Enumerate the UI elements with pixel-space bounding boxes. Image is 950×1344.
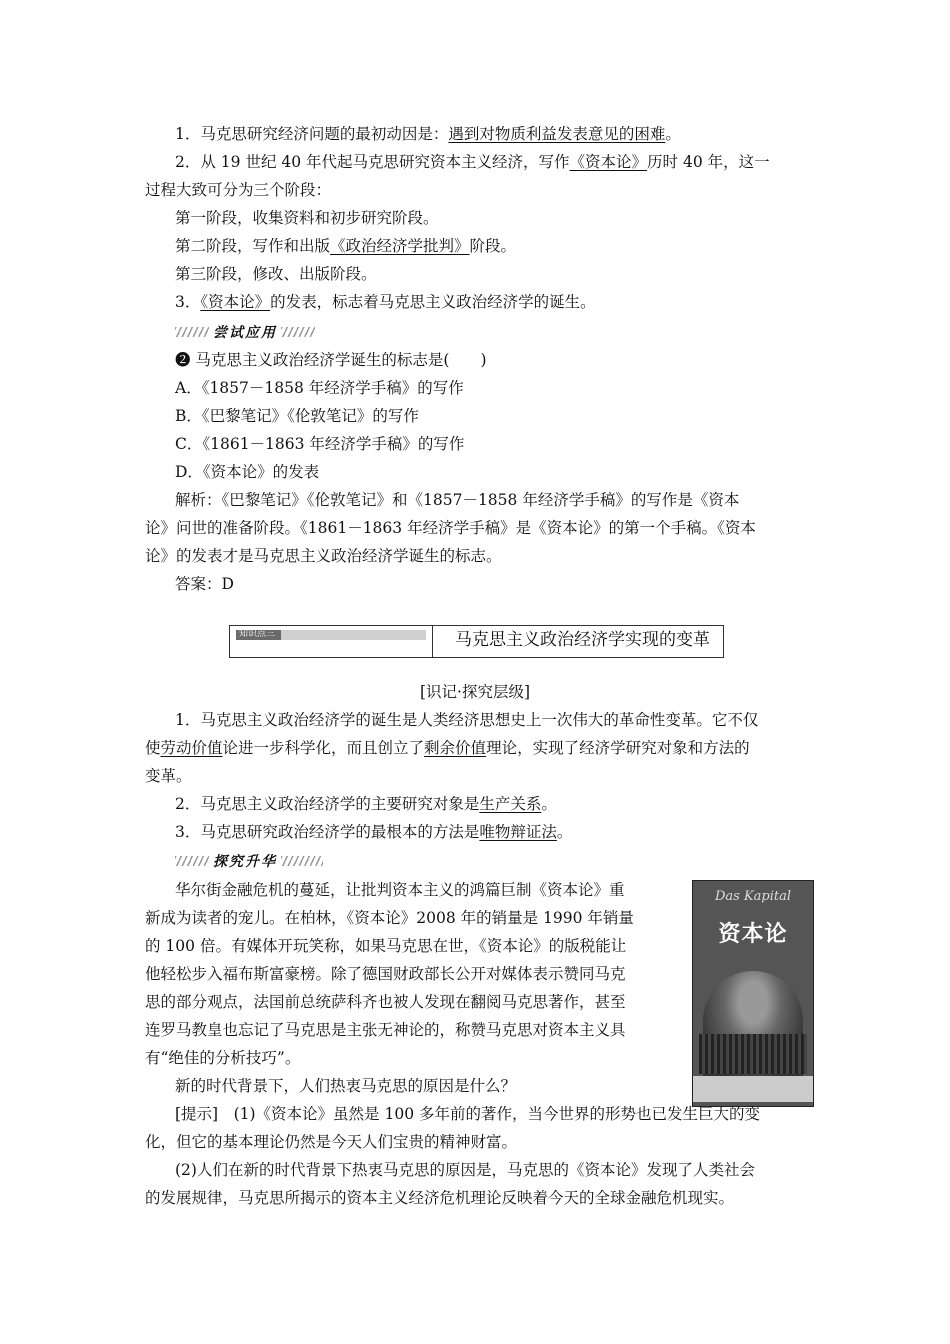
- option-c: C．《1861－1863 年经济学手稿》的写作: [175, 435, 465, 453]
- knowledge-point-box: [229, 625, 724, 658]
- hint-line: 化，但它的基本理论仍然是今天人们宝贵的精神财富。: [145, 1133, 518, 1151]
- option-b: B．《巴黎笔记》《伦敦笔记》的写作: [175, 407, 419, 425]
- analysis-line: 论》的发表才是马克思主义政治经济学诞生的标志。: [145, 547, 502, 565]
- underlined-answer: 《政治经济学批判》: [330, 237, 470, 255]
- stripe-decoration: [281, 856, 323, 866]
- stage-3: 第三阶段，修改、出版阶段。: [175, 265, 377, 283]
- paragraph-birth: 3．《资本论》的发表，标志着马克思主义政治经济学的诞生。: [175, 293, 596, 311]
- hint-line: (2)人们在新的时代背景下热衷马克思的原因是，马克思的《资本论》发现了人类社会: [175, 1161, 755, 1179]
- underlined-answer: 劳动价值: [160, 739, 223, 757]
- trial-application-header: 尝试应用: [175, 321, 315, 343]
- explore-text: 的 100 倍。有媒体开玩笑称，如果马克思在世，《资本论》的版税能让: [145, 937, 627, 955]
- underlined-answer: 遇到对物质利益发表意见的困难: [448, 125, 666, 143]
- explore-text: 新成为读者的宠儿。在柏林，《资本论》2008 年的销量是 1990 年销量: [145, 909, 634, 927]
- book-title-latin: Das Kapital: [714, 889, 792, 904]
- explore-text: 连罗马教皇也忘记了马克思是主张无神论的，称赞马克思对资本主义具: [145, 1021, 626, 1039]
- stripe-decoration: [175, 856, 209, 866]
- paragraph-line: 变革。: [145, 767, 192, 785]
- underlined-answer: 《资本论》: [569, 153, 648, 171]
- paragraph-method: 3．马克思研究政治经济学的最根本的方法是唯物辩证法。: [175, 823, 573, 841]
- paragraph-capital-writing: 2．从 19 世纪 40 年代起马克思研究资本主义经济，写作《资本论》历时 40 年，这一: [175, 153, 770, 171]
- paragraph-revolution-cont: 使劳动价值论进一步科学化，而且创立了剩余价值理论，实现了经济学研究对象和方法的: [145, 739, 750, 757]
- explore-text: 他轻松步入福布斯富豪榜。除了德国财政部长公开对媒体表示赞同马克: [145, 965, 626, 983]
- explore-question: 新的时代背景下，人们热衷马克思的原因是什么？: [175, 1077, 517, 1095]
- paragraph-revolution: 1．马克思主义政治经济学的诞生是人类经济思想史上一次伟大的革命性变革。它不仅: [175, 711, 759, 729]
- knowledge-point-tag-cell: [230, 626, 433, 657]
- explore-text: 华尔街金融危机的蔓延，让批判资本主义的鸿篇巨制《资本论》重: [175, 881, 625, 899]
- stripe-decoration: [175, 327, 209, 337]
- underlined-answer: 《资本论》: [200, 293, 271, 311]
- explore-text: 思的部分观点，法国前总统萨科齐也被人发现在翻阅马克思著作，甚至: [145, 993, 626, 1011]
- option-a: A．《1857－1858 年经济学手稿》的写作: [175, 379, 464, 397]
- answer: 答案：D: [175, 575, 234, 593]
- hint-line: 的发展规律，马克思所揭示的资本主义经济危机理论反映着今天的全球金融危机现实。: [145, 1189, 735, 1207]
- paragraph-line: 过程大致可分为三个阶段：: [145, 181, 332, 199]
- question-stem: ❷ 马克思主义政治经济学诞生的标志是( ): [175, 351, 487, 369]
- underlined-answer: 剩余价值: [424, 739, 487, 757]
- analysis-line: 论》问世的准备阶段。《1861－1863 年经济学手稿》是《资本论》的第一个手稿。《资本: [145, 519, 756, 537]
- hint-line: [提示] (1)《资本论》虽然是 100 多年前的著作，当今世界的形势也已发生巨大的变: [175, 1105, 760, 1123]
- stage-1: 第一阶段，收集资料和初步研究阶段。: [175, 209, 439, 227]
- stage-2: 第二阶段，写作和出版《政治经济学批判》阶段。: [175, 237, 517, 255]
- stripe-decoration: [281, 327, 315, 337]
- knowledge-point-title: 马克思主义政治经济学实现的变革: [455, 630, 710, 650]
- book-cover-crowd: [699, 1034, 807, 1074]
- option-d: D．《资本论》的发表: [175, 463, 320, 481]
- explore-text: 有“绝佳的分析技巧”。: [145, 1049, 301, 1067]
- level-title: [识记·探究层级]: [419, 683, 531, 701]
- paragraph-motive: 1．马克思研究经济问题的最初动因是：遇到对物质利益发表意见的困难。: [175, 125, 681, 143]
- book-title-cn: 资本论: [718, 921, 788, 947]
- paragraph-object: 2．马克思主义政治经济学的主要研究对象是生产关系。: [175, 795, 557, 813]
- analysis-line: 解析：《巴黎笔记》《伦敦笔记》和《1857－1858 年经济学手稿》的写作是《资本: [175, 491, 740, 509]
- underlined-answer: 唯物辩证法: [479, 823, 557, 841]
- explore-header: 探究升华: [175, 850, 323, 872]
- underlined-answer: 生产关系: [479, 795, 542, 813]
- knowledge-point-tag: 知识点三: [236, 630, 426, 640]
